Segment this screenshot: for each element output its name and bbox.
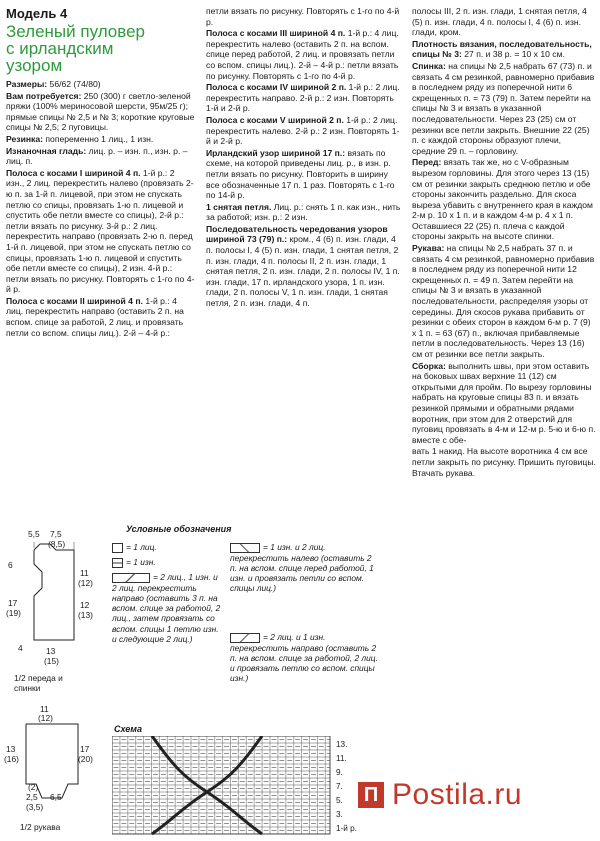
cable-4-paragraph bbox=[206, 82, 402, 114]
dim-right-3: 12 bbox=[80, 600, 90, 610]
column-3 bbox=[412, 6, 596, 479]
col3-continuation: полосы III, 2 п. изн. глади, 1 снятая петля, 4 (5) п. изн. глади, 4 п. полосы I, 4 (6) п. изн. глади, кром. bbox=[412, 6, 587, 38]
front-back-caption: 1/2 переда и спинки bbox=[14, 673, 63, 693]
density-value: 27 п. и 38 р. = 10 х 10 см. bbox=[461, 49, 565, 60]
cable-3-label: Полоса с косами III шириной 4 п. bbox=[206, 28, 346, 39]
knit-symbol-icon bbox=[112, 543, 123, 553]
cable-5-value: 1-й р.: 2 лиц. перекрестить налево. 2-й р.: 2 изн. Повторять 1-й и 2-й р. bbox=[206, 114, 400, 147]
dim-right-2: (12) bbox=[78, 578, 93, 588]
rib-paragraph bbox=[6, 134, 195, 145]
dim-top-3: (8,5) bbox=[48, 539, 66, 549]
materials-label: Вам потребуется: bbox=[6, 90, 82, 101]
sleeves-value: на спицы № 2,5 набрать 37 п. и связать 4 см резинкой, равномерно прибавив в последнем ряду из поперечной нити 12 скрещенных п. = 49 п. Затем перейти на спицы № 3 и вязать в указанной последовательности, распределяя узоры от середины. Для скосов рукава прибавить от резинки с обеих сторон в каждом 6-м р. 7 (9) х 1 п. = 63 (67) п., включая прибавляемые петли в последовательность. Через 13 (16) см от резинки все петли закрыть. bbox=[412, 243, 595, 359]
legend-cross-left-1: = 1 изн. и 2 лиц. перекрестить налево (оставить 2 п. на вспом. спице перед работой, 1 изн. и провязать петли со вспом. спицы лиц.) bbox=[230, 542, 374, 594]
sequence-value: кром., 4 (6) п. изн. глади, 4 п. полосы I, 4 (5) п. изн. глади, 1 снятая петля, 2 п. изн. глади, 4 п. полосы II, 2 п. изн. глади, 1 снятая петля, 2 п. изн. глади, 2 п. полосы IV, 1 п. изн. глади, 17 п. ирландского узора, 1 п. изн. глади, 2 п. полосы V, 1 п. изн. глади, 1 снятая петля, 2 п. изн. глади, 4 п. bbox=[206, 234, 400, 309]
rib-label: Резинка: bbox=[6, 133, 43, 144]
sizes-paragraph bbox=[6, 79, 195, 90]
sleeve-dim-top-1: 11 bbox=[40, 704, 49, 714]
column-1 bbox=[6, 6, 195, 339]
sleeve-dim-left-2: (16) bbox=[4, 754, 19, 764]
sleeves-label: Рукава: bbox=[412, 243, 445, 254]
cable-5-label: Полоса с косами V шириной 2 п. bbox=[206, 114, 344, 125]
density-paragraph bbox=[412, 39, 596, 60]
irish-value: вязать по схеме, на которой приведены лиц. р., в изн. р. петли вязать по рисунку. Повторить в ширину все обозначенные 17 п. 1 раз. Повторять с 1-го по 14-й р. bbox=[206, 147, 395, 201]
irish-label: Ирландский узор шириной 17 п.: bbox=[206, 147, 346, 158]
materials-value: 250 (300) г светло-зеленой пряжи (100% мериносовой шерсти, 95м/25 г); прямые спицы № 2,5 и № 3; короткие круговые спицы № 2,5; 2 пуговицы. bbox=[6, 90, 195, 133]
front-value: вязать так же, но с V-образным вырезом горловины. Для этого через 13 (15) см от резинки закрыть среднюю петлю и обе стороны закончить раздельно. Для скоса выреза убавить с внутреннего края в каждом 2-м р. 10 х 1 п. и в каждом 4-м р. 4 х 1 п. Оставшиеся 22 (25) п. плеча с каждой стороны закрыть на высоте спинки. bbox=[412, 157, 593, 242]
cable-3-paragraph bbox=[206, 28, 402, 81]
cable-2-value: 1-й р.: 4 лиц. перекрестить направо (оставить 2 п. на вспом. спице за работой, 2 лиц. и провязать петли со вспом. спицы лиц.). 2-й – 4-й р.: bbox=[6, 295, 184, 338]
cross-right-1-symbol-icon bbox=[230, 633, 260, 643]
cable-1-label: Полоса с косами I шириной 4 п. bbox=[6, 167, 141, 178]
assembly-paragraph bbox=[412, 361, 596, 446]
title-line-2: с ирландским bbox=[6, 39, 114, 58]
slip-label: 1 снятая петля. bbox=[206, 201, 272, 212]
sleeve-dim-right-1: 17 bbox=[80, 744, 90, 754]
sleeve-dim-right-2: (20) bbox=[78, 754, 93, 764]
legend-purl: = 1 изн. bbox=[112, 557, 222, 568]
sleeve-dim-left-1: 13 bbox=[6, 744, 16, 754]
cable-2-paragraph bbox=[6, 296, 195, 338]
cable-5-paragraph bbox=[206, 115, 402, 147]
sleeves-paragraph bbox=[412, 243, 596, 360]
title-line-3: узором bbox=[6, 56, 63, 75]
schema-row-7: 7. bbox=[336, 782, 343, 791]
model-number: Модель 4 bbox=[6, 6, 68, 21]
cable-4-label: Полоса с косами IV шириной 2 п. bbox=[206, 82, 347, 93]
dim-top-2: 7,5 bbox=[50, 529, 62, 539]
back-value: на спицы № 2,5 набрать 67 (73) п. и связать 4 см резинкой, равномерно прибавив в последнем ряду из поперечной нити 6 скрещенных п. = 73 (79) п. Затем перейти на спицы № 3 и вязать в указанной последовательности. Через 23 (25) см от резинки все петли закрыть. Внешние 22 (25) п. с каждой стороны образуют плечи, средние 29 п. – горловину. bbox=[412, 60, 595, 156]
col2-continuation: петли вязать по рисунку. Повторять с 1-го по 4-й р. bbox=[206, 6, 400, 27]
sizes-label: Размеры: bbox=[6, 79, 48, 89]
purl-label: Изнаночная гладь: bbox=[6, 145, 87, 156]
dim-top-1: 5,5 bbox=[28, 529, 40, 539]
purl-value: лиц. р. – изн. п., изн. р. – лиц. п. bbox=[6, 145, 188, 167]
schema-grid bbox=[112, 736, 330, 834]
schema-row-1: 1-й р. bbox=[336, 824, 357, 833]
dim-bottom-3: (15) bbox=[44, 656, 59, 666]
cable-1-value: 1-й р.: 2 изн., 2 лиц. перекрестить налево (провязать 2-ю п. за 1-й п. лицевой, при этом не спускать петлю со спицы, провязать 1-ю п. лицевой и спустить обе петли вместе со спицы), 2-й р.: петли вязать по рисунку. 3-й р.: 2 лиц. перекрестить направо (провязать 2-ю п. перед 1-й п. лицевой, при этом не спускать петлю со спицы, провязать 1-ю п. лицевой и спустить обе петли вместе со спицы), 2 изн. 4-й р.: петли вязать по рисунку. Повторять с 1-го по 4-й р. bbox=[6, 167, 195, 295]
schema-chart bbox=[112, 736, 332, 836]
purl-symbol-icon bbox=[112, 558, 123, 568]
schema-title: Схема bbox=[114, 724, 142, 734]
cross-right-2-symbol-icon bbox=[112, 573, 150, 583]
density-label: Плотность вязания, последовательность, спицы № 3: bbox=[412, 38, 592, 60]
cable-2-label: Полоса с косами II шириной 4 п. bbox=[6, 295, 143, 306]
schema-row-9: 9. bbox=[336, 768, 343, 777]
sequence-paragraph bbox=[206, 224, 402, 309]
purl-paragraph bbox=[6, 146, 195, 167]
watermark-text: Postila.ru bbox=[392, 778, 523, 811]
title-line-1: Зеленый пуловер bbox=[6, 22, 146, 41]
assembly-end: вать 1 накид. На высоте воротника 4 см все петли закрыть по рисунку. Пришить пуговицы. Втачать рукава. bbox=[412, 446, 596, 478]
front-label: Перед: bbox=[412, 157, 442, 168]
cable-4-value: 1-й р.: 2 лиц. перекрестить направо. 2-й р.: 2 изн. Повторять 1-й и 2-й р. bbox=[206, 82, 400, 114]
schema-row-13: 13. bbox=[336, 740, 348, 749]
schema-row-11: 11. bbox=[336, 754, 347, 763]
legend-cross-right-2: = 2 лиц., 1 изн. и 2 лиц. перекрестить направо (оставить 3 п. на вспом. спице за работой, 2 лиц., затем провязать со вспом. спицы 1 петлю изн. и следующие 2 лиц.) bbox=[112, 572, 221, 644]
sleeve-dim-bottom-4: (3,5) bbox=[26, 802, 44, 812]
front-back-outline bbox=[34, 544, 74, 640]
back-paragraph bbox=[412, 61, 596, 156]
materials-paragraph bbox=[6, 91, 195, 133]
sleeve-dim-bottom-3: 6,5 bbox=[50, 792, 62, 802]
dim-bottom-2: 13 bbox=[46, 646, 56, 656]
column-2 bbox=[206, 6, 402, 310]
sleeve-dim-bottom-2: 2,5 bbox=[26, 792, 38, 802]
front-paragraph bbox=[412, 157, 596, 242]
assembly-value: выполнить швы, при этом оставить на боковых швах верхние 11 (12) см открытыми для пройм. По вырезу горловины набрать на круговые спицы 83 п. и вязать резинкой прямыми и обратными рядами воротник, при этом для 2 отверстий для пуговиц провязать в 4-м и 12-м р. 5-ю и 6-ю п. вместе с обе- bbox=[412, 360, 596, 445]
legend-cross-right-1: = 2 лиц. и 1 изн. перекрестить направо (оставить 2 п. на вспом. спице за работой, 2 лиц. и провязать петлю со вспом. спицы изн.) bbox=[230, 632, 378, 684]
cable-1-paragraph bbox=[6, 168, 195, 295]
back-label: Спинка: bbox=[412, 60, 446, 71]
legend-title: Условные обозначения bbox=[126, 524, 232, 534]
sizes-value: 56/62 (74/80) bbox=[47, 79, 101, 89]
slip-value: Лиц. р.: снять 1 п. как изн., нить за работой; изн. р.: 2 изн. bbox=[206, 201, 401, 223]
cross-left-1-symbol-icon bbox=[230, 543, 260, 553]
schema-row-3: 3. bbox=[336, 810, 343, 819]
dim-bottom-1: 4 bbox=[18, 643, 23, 653]
irish-paragraph bbox=[206, 148, 402, 201]
dim-left-1: 6 bbox=[8, 560, 13, 570]
slip-paragraph bbox=[206, 202, 402, 223]
legend-knit: = 1 лиц. bbox=[112, 542, 222, 553]
dim-right-1: 11 bbox=[80, 568, 89, 578]
watermark-logo: П bbox=[358, 782, 384, 808]
assembly-label: Сборка: bbox=[412, 360, 446, 371]
dim-left-3: (19) bbox=[6, 608, 21, 618]
sleeve-dim-top-2: (12) bbox=[38, 713, 53, 723]
rib-value: попеременно 1 лиц., 1 изн. bbox=[43, 133, 154, 144]
sleeve-caption: 1/2 рукава bbox=[20, 822, 61, 832]
dim-right-4: (13) bbox=[78, 610, 93, 620]
schema-row-5: 5. bbox=[336, 796, 343, 805]
sequence-label: Последовательность чередования узоров шириной 73 (79) п.: bbox=[206, 223, 388, 245]
cable-3-value: 1-й р.: 4 лиц. перекрестить налево (оставить 2 п. на вспом. спице перед работой, 2 лиц. и провязать петли со вспом. спицы лиц.). 2-й – 4-й р.: петли вязать по рисунку. Повторять с 1-го по 4-й р. bbox=[206, 28, 399, 81]
sleeve-dim-bottom-1: (2) bbox=[28, 782, 39, 792]
dim-left-2: 17 bbox=[8, 598, 18, 608]
page-title bbox=[6, 23, 195, 74]
